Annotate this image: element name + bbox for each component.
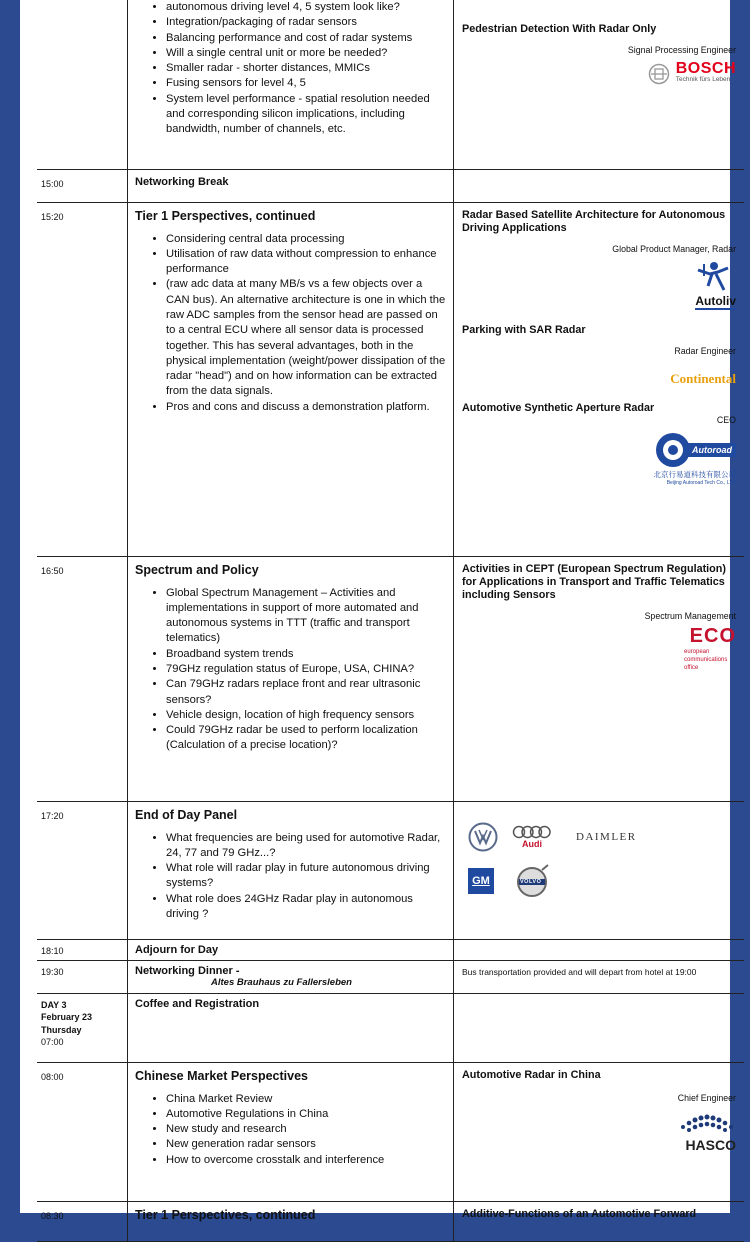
bullet-list <box>135 831 447 923</box>
vw-logo <box>468 822 498 852</box>
time-cell: 15:00 <box>37 169 128 202</box>
bosch-logo <box>462 60 736 85</box>
talk-title: Additive-Functions of an Automotive Forward <box>462 1207 697 1220</box>
time-cell: 08:30 <box>37 1201 128 1241</box>
session-title: Chinese Market Perspectives <box>135 1068 309 1083</box>
audi-logo <box>512 825 552 849</box>
bullet-item: • (raw adc data at many MB/s vs a few objects over a CAN bus). An alternative architecture is one in which the raw ADC samples from the sensor head are passed on to a central ECU where all sensor data is processed together. This has several advantages, both in the physical implementation (weight/power dissipation of the radar "head") and on how information can be extracted from the data signals. <box>166 277 447 399</box>
speaker-cell <box>454 960 745 993</box>
autoroad-wordmark: Autoroad <box>688 443 736 457</box>
panel-logos-row-2 <box>468 864 736 898</box>
session-cell <box>128 993 454 1062</box>
bullet-list <box>135 1092 447 1168</box>
autoroad-chinese-name: 北京行易道科技有限公司 <box>653 469 736 479</box>
session-cell <box>128 0 454 169</box>
bullet-item: • Could 79GHz radar be used to perform localization (Calculation of a precise location)? <box>166 723 447 754</box>
agenda-row <box>37 1062 744 1201</box>
bullet-item: • Balancing performance and cost of radar systems <box>166 31 447 46</box>
bullet-item: • Automotive Regulations in China <box>166 1107 447 1122</box>
continental-wordmark: Continental <box>670 370 736 386</box>
bullet-item: • What frequencies are being used for automotive Radar, 24, 77 and 79 GHz...? <box>166 831 447 862</box>
speaker-role: Global Product Manager, Radar <box>612 243 736 254</box>
date-label: February 23 <box>41 1012 93 1022</box>
bosch-wordmark: BOSCH <box>675 60 736 77</box>
speaker-cell <box>454 556 745 801</box>
eco-wordmark: ECO <box>689 624 736 647</box>
bullet-item: • System level performance - spatial resolution needed and corresponding silicon implications, including bandwidth, number of channels, etc. <box>166 92 447 138</box>
bullet-item: • Integration/packaging of radar sensors <box>166 15 447 30</box>
agenda-row <box>37 993 744 1062</box>
bullet-item: • Pros and cons and discuss a demonstration platform. <box>166 400 447 415</box>
session-title: Tier 1 Perspectives, continued <box>135 208 316 223</box>
talk-block <box>462 324 736 388</box>
bullet-item: • Smaller radar - shorter distances, MMICs <box>166 61 447 76</box>
autoliv-logo <box>462 260 736 310</box>
agenda-row <box>37 0 744 169</box>
daimler-wordmark: DAIMLER <box>576 830 637 843</box>
bosch-armature-icon <box>648 63 670 85</box>
agenda-row <box>37 556 744 801</box>
agenda-page <box>20 0 736 1222</box>
bullet-list <box>135 0 447 138</box>
audi-rings-icon <box>512 825 552 839</box>
hasco-logo <box>462 1113 736 1153</box>
hasco-wordmark: HASCO <box>685 1136 736 1153</box>
bullet-item: • autonomous driving level 4, 5 system look like? <box>166 0 447 15</box>
session-cell <box>128 1062 454 1201</box>
session-cell <box>128 960 454 993</box>
bullet-item: • Considering central data processing <box>166 232 447 247</box>
session-cell <box>128 169 454 202</box>
speaker-cell <box>454 1062 745 1201</box>
bullet-item: • New generation radar sensors <box>166 1137 447 1152</box>
speaker-role: Signal Processing Engineer <box>627 45 736 55</box>
agenda-table <box>37 0 744 1242</box>
session-title: Adjourn for Day <box>135 943 219 956</box>
eco-tagline: european communications office <box>684 648 728 671</box>
start-time: 07:00 <box>41 1037 64 1047</box>
speaker-cell <box>454 1201 745 1241</box>
speaker-cell <box>454 202 745 556</box>
autoliv-figure-icon <box>690 260 736 294</box>
agenda-row <box>37 202 744 556</box>
talk-title: Radar Based Satellite Architecture for Autonomous Driving Applications <box>462 208 726 234</box>
autoliv-wordmark: Autoliv <box>695 293 736 308</box>
agenda-row <box>37 169 744 202</box>
day-label: DAY 3 <box>41 999 67 1010</box>
speaker-role: Radar Engineer <box>674 345 736 356</box>
bullet-item: • Global Spectrum Management – Activities and implementations in support of more automated and autonomous systems in TTT (traffic and transport telematics) <box>166 586 447 647</box>
gm-wordmark: GM <box>472 874 490 887</box>
speaker-cell <box>454 993 745 1062</box>
talk-title: Activities in CEPT (European Spectrum Regulation) for Applications in Transport and Traffic Telematics including Sensors <box>462 562 726 601</box>
bullet-item: • 79GHz regulation status of Europe, USA, CHINA? <box>166 662 447 677</box>
autoroad-logo <box>462 431 736 486</box>
session-subtitle: Altes Brauhaus zu Fallersleben <box>211 976 352 988</box>
session-cell <box>128 202 454 556</box>
bullet-item: • China Market Review <box>166 1092 447 1107</box>
panel-logos-row-1 <box>468 822 736 852</box>
speaker-role: Chief Engineer <box>677 1092 736 1103</box>
transport-note: Bus transportation provided and will depart from hotel at 19:00 <box>462 966 697 977</box>
time-cell: 15:20 <box>37 202 128 556</box>
agenda-row <box>37 1201 744 1241</box>
time-cell: 19:30 <box>37 960 128 993</box>
session-title: End of Day Panel <box>135 807 238 822</box>
bullet-item: • What role does 24GHz Radar play in autonomous driving ? <box>166 892 447 923</box>
talk-block <box>462 402 736 486</box>
agenda-row <box>37 960 744 993</box>
session-title: Tier 1 Perspectives, continued <box>135 1207 316 1222</box>
speaker-role: Spectrum Management <box>644 610 736 621</box>
session-title: Networking Dinner - <box>135 964 240 977</box>
bullet-item: • Vehicle design, location of high frequency sensors <box>166 708 447 723</box>
talk-title: Automotive Synthetic Aperture Radar <box>462 401 655 414</box>
speaker-cell <box>454 0 745 169</box>
bullet-item: • New study and research <box>166 1122 447 1137</box>
talk-block <box>462 209 736 310</box>
session-cell <box>128 1201 454 1241</box>
time-cell: 17:20 <box>37 801 128 939</box>
continental-logo <box>462 370 736 388</box>
talk-title: Pedestrian Detection With Radar Only <box>462 23 657 35</box>
bosch-tagline: Technik fürs Leben <box>675 76 731 83</box>
agenda-row <box>37 939 744 960</box>
volvo-wordmark: VOLVO <box>520 878 542 885</box>
volvo-logo <box>516 864 550 898</box>
time-cell: 18:10 <box>37 939 128 960</box>
bullet-list <box>135 586 447 754</box>
gm-logo <box>468 868 494 894</box>
autoroad-english-name: Beijing Autoroad Tech Co., LTD <box>666 479 736 486</box>
session-cell <box>128 939 454 960</box>
autoroad-ring-icon <box>654 431 692 469</box>
weekday-label: Thursday <box>41 1024 82 1035</box>
bullet-item: • Utilisation of raw data without compression to enhance performance <box>166 247 447 278</box>
speaker-role: CEO <box>716 414 736 425</box>
bullet-list <box>135 232 447 416</box>
session-cell <box>128 556 454 801</box>
bullet-item: • Fusing sensors for level 4, 5 <box>166 76 447 91</box>
session-cell <box>128 801 454 939</box>
bullet-item: • Can 79GHz radars replace front and rear ultrasonic sensors? <box>166 677 447 708</box>
speaker-cell <box>454 939 745 960</box>
bullet-item: • How to overcome crosstalk and interference <box>166 1153 447 1168</box>
speaker-cell <box>454 801 745 939</box>
time-cell <box>37 993 128 1062</box>
time-cell <box>37 0 128 169</box>
session-title: Networking Break <box>135 175 229 188</box>
audi-wordmark: Audi <box>522 838 542 849</box>
session-title: Spectrum and Policy <box>135 562 259 577</box>
bullet-item: • Broadband system trends <box>166 647 447 662</box>
talk-title: Automotive Radar in China <box>462 1068 601 1081</box>
eco-logo <box>462 625 736 672</box>
time-cell: 08:00 <box>37 1062 128 1201</box>
bullet-item: • Will a single central unit or more be needed? <box>166 46 447 61</box>
agenda-row <box>37 801 744 939</box>
talk-title: Parking with SAR Radar <box>462 323 586 336</box>
speaker-cell <box>454 169 745 202</box>
hasco-dots-icon <box>678 1113 736 1135</box>
bullet-item: • What role will radar play in future autonomous driving systems? <box>166 861 447 892</box>
session-title: Coffee and Registration <box>135 997 260 1010</box>
time-cell: 16:50 <box>37 556 128 801</box>
